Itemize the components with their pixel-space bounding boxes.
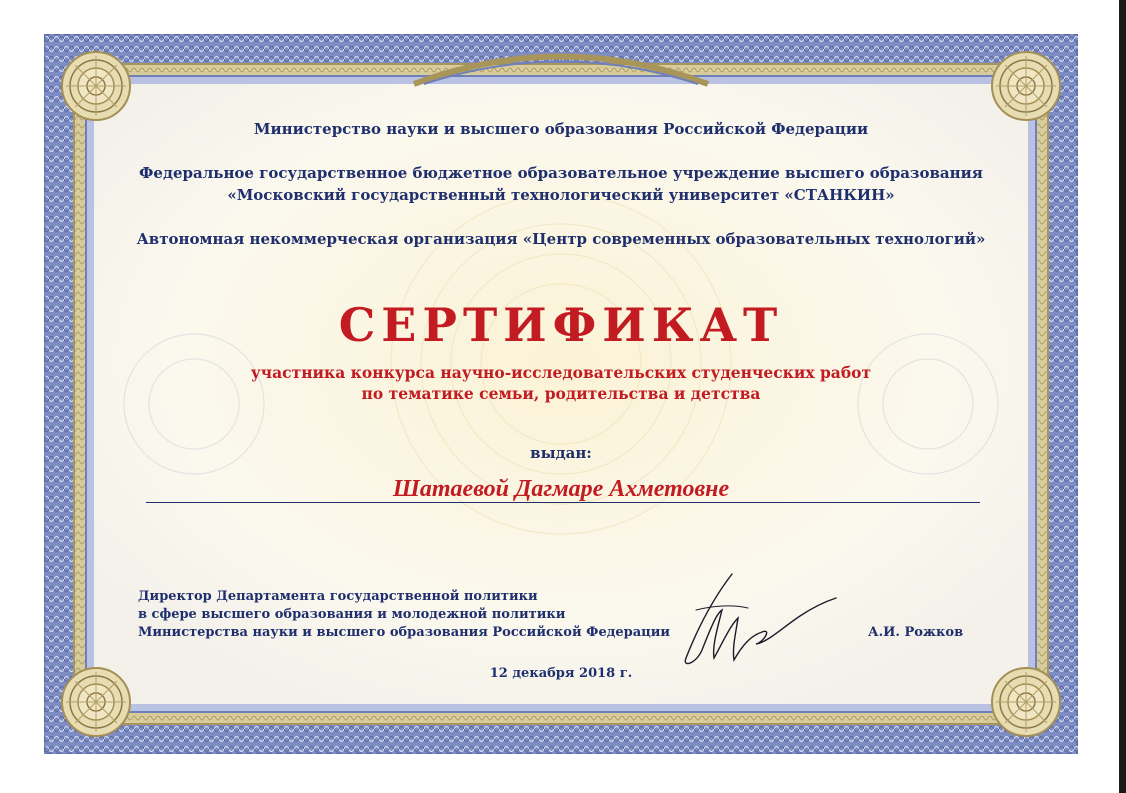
director-title-line1: Директор Департамента государственной политики	[138, 589, 538, 604]
director-title-line2: в сфере высшего образования и молодежной политики	[138, 607, 566, 622]
corner-rosette-icon	[992, 52, 1060, 120]
institution-heading-line1: Федеральное государственное бюджетное образовательное учреждение высшего образования	[139, 164, 983, 182]
certificate	[44, 34, 1078, 754]
page-edge	[1119, 0, 1126, 793]
issued-label: выдан:	[530, 444, 592, 462]
recipient-name: Шатаевой Дагмаре Ахметовне	[392, 476, 730, 502]
signature-icon	[672, 570, 842, 670]
director-title-line3: Министерства науки и высшего образования Российской Федерации	[138, 625, 671, 640]
corner-rosette-icon	[62, 52, 130, 120]
signatory-name: А.И. Рожков	[868, 625, 964, 640]
ano-heading: Автономная некоммерческая организация «Центр современных образовательных технологий»	[136, 230, 986, 248]
ministry-heading: Министерство науки и высшего образования Российской Федерации	[253, 120, 869, 138]
issue-date: 12 декабря 2018 г.	[489, 666, 633, 681]
recipient-underline	[146, 502, 980, 503]
certificate-subtitle-line2: по тематике семьи, родительства и детства	[361, 384, 761, 403]
certificate-subtitle-line1: участника конкурса научно-исследовательских студенческих работ	[250, 363, 872, 382]
certificate-title: СЕРТИФИКАТ	[338, 298, 784, 352]
institution-heading-line2: «Московский государственный технологический университет «СТАНКИН»	[227, 186, 895, 204]
